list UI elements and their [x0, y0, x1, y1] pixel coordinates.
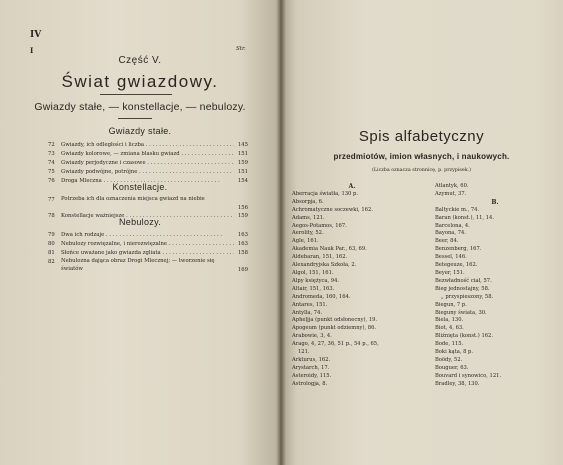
- index-subtitle: przedmiotów, imion własnych, i naukowych.: [333, 152, 510, 161]
- index-letter-heading: A.: [348, 183, 356, 190]
- index-entry: „ przyspieszony, 58.: [441, 293, 494, 300]
- toc-entry-page: 163: [237, 232, 248, 238]
- index-entry: Bieg jednostajny, 58.: [435, 285, 490, 292]
- index-entry: Bode, 115.: [435, 341, 464, 348]
- index-entry: Azymut, 37.: [435, 190, 467, 197]
- index-entry: Baltyckie m., 74.: [435, 206, 480, 213]
- index-entry: Aldebaran, 151, 162.: [292, 254, 348, 261]
- index-entry: Arystarch, 17.: [292, 364, 330, 371]
- index-entry: Betegeuze, 162.: [435, 262, 478, 269]
- index-entry: Astrologja, 8.: [292, 380, 328, 387]
- index-entry: Bieguny świata, 30.: [435, 309, 487, 316]
- toc-entry-title: Gwiazdy kolorowe, — zmiana blasku gwiazd . . .: [61, 150, 234, 159]
- index-entry: Achromatyczne soczewki, 162.: [292, 206, 373, 213]
- left-page: [0, 0, 280, 465]
- book-gutter: [276, 0, 286, 465]
- toc-entry-title: Nebulozna dająca obraz Drogi Mlecznej; — tworzenie się światów: [61, 258, 215, 272]
- toc-entry-title: Gwiazdy, ich odległości i liczba . . .: [61, 141, 234, 150]
- toc-entry: [48, 196, 248, 212]
- index-entry: Alexandryjska Szkoła, 2.: [292, 262, 357, 269]
- toc-entry-number: 77: [48, 197, 55, 203]
- toc-entry-title: Słońce uważane jako gwiazda zgliata . . .: [61, 249, 234, 258]
- toc-entry-number: 72: [48, 142, 55, 148]
- index-entry: Boki kąta, 8 p.: [435, 349, 474, 356]
- toc-entry-title: Droga Mleczna . . .: [61, 177, 234, 186]
- toc-entry-number: 75: [48, 169, 55, 175]
- index-entry: Biela, 130.: [435, 317, 464, 324]
- index-entry: Bouvard i synowico, 121.: [435, 372, 502, 379]
- index-entry: Bessel, 146.: [435, 254, 467, 261]
- toc-entry-page: 159: [237, 160, 248, 166]
- toc-entry-title: Dwa ich rodzaje . . .: [61, 231, 234, 240]
- index-entry: Adams, 121.: [292, 214, 325, 221]
- toc-entry-number: 80: [48, 241, 55, 247]
- index-entry: Alpy księżyca, 94.: [292, 277, 340, 284]
- index-note: (Liczba oznacza stronnicę, p. przypisek.): [371, 168, 471, 173]
- index-entry: Aerolity, 52.: [292, 230, 324, 237]
- index-entry: Bradley, 38, 130.: [435, 380, 480, 387]
- index-entry: Absorpja, 6.: [292, 198, 324, 205]
- index-entry: Apogeum (punkt odziemny), 86.: [292, 325, 377, 332]
- part-subtitle: Gwiazdy stałe, — konstellacje, — nebulozy.: [34, 101, 246, 113]
- toc-entry: [48, 159, 248, 168]
- toc-entry-title: Nebulozy rozwięzalne, i nierozwięzalne . . .: [61, 240, 234, 249]
- index-entry: Apheljja (punkt odsłonecny), 19.: [292, 317, 378, 324]
- index-entry: Algol, 151, 161.: [292, 269, 334, 276]
- toc-entry: [48, 240, 248, 249]
- toc-entry-page: 169: [237, 267, 248, 273]
- index-letter-heading: B.: [491, 198, 499, 206]
- index-entry: Bouguer, 63.: [435, 364, 469, 371]
- toc-list: [48, 141, 248, 186]
- toc-entry-title: Konstellacje ważniejsze . . .: [61, 212, 234, 221]
- toc-entry: [48, 141, 248, 150]
- index-entry: Andromeda, 160, 164.: [292, 293, 351, 300]
- index-entry: Antylla, 74.: [292, 309, 323, 316]
- index-entry: Biegun, 7 p.: [435, 301, 467, 308]
- column-label-right: Str.: [236, 46, 246, 52]
- index-entry: Arkturus, 162.: [292, 356, 331, 363]
- index-entry: Atlantyk, 60.: [435, 183, 469, 189]
- index-entry: Arago, 4, 27, 36, 51 p., 54 p., 65,: [292, 341, 379, 348]
- toc-entry-number: 74: [48, 160, 55, 166]
- index-entry: Aegos-Potamos, 167.: [292, 222, 347, 229]
- toc-entry-title: Gwiazdy podwójne, potrójne . . .: [61, 168, 234, 177]
- divider: [100, 94, 172, 95]
- toc-entry-number: 73: [48, 151, 55, 157]
- index-entry: Biot, 4, 63.: [435, 325, 464, 332]
- index-column-right: [435, 183, 555, 389]
- index-entry: Beyer, 151.: [435, 269, 465, 276]
- toc-entry-title: Potrzeba ich dla oznaczenia miejsca gwiazd na niebie: [61, 196, 205, 202]
- toc-entry: [48, 168, 248, 177]
- toc-entry: [48, 231, 248, 240]
- toc-entry-page: 163: [237, 241, 248, 247]
- toc-entry-number: 82: [48, 259, 55, 265]
- toc-entry-page: 154: [237, 178, 248, 184]
- right-page: [280, 0, 563, 465]
- index-entry: Altair, 151, 163.: [292, 285, 335, 292]
- toc-entry-title: Gwiazdy perjodyczne i czasowe . . .: [61, 159, 234, 168]
- section-heading: Nebulozy.: [118, 217, 162, 227]
- index-entry: Bayona, 74.: [435, 230, 466, 237]
- toc-entry: [48, 258, 248, 274]
- divider: [118, 118, 152, 119]
- part-title: Świat gwiazdowy.: [61, 72, 219, 91]
- index-entry: Aberracja światła, 130 p.: [292, 190, 358, 197]
- index-entry: Arabowie, 3, 4.: [292, 333, 332, 340]
- index-entry: Bliźnięta (konst.) 162.: [435, 333, 494, 340]
- toc-entry: [48, 249, 248, 258]
- toc-entry-page: 158: [237, 250, 248, 256]
- index-entry: Baran (konst.), 11, 14.: [435, 214, 494, 221]
- index-entry: Beer, 84.: [435, 238, 459, 245]
- section-heading: Konstellacje.: [112, 182, 168, 192]
- index-entry: 121.: [298, 349, 310, 356]
- index-entry: Bezwładność ciał, 57.: [435, 277, 492, 284]
- toc-entry-number: 79: [48, 232, 55, 238]
- index-entry: Barcelona, 4.: [435, 222, 470, 229]
- column-label-left: I: [30, 46, 34, 55]
- toc-entry-page: 156: [237, 205, 248, 211]
- index-entry: Akademia Nauk Par., 63, 69.: [292, 246, 367, 253]
- toc-entry-page: 151: [237, 151, 248, 157]
- index-entry: Boödy, 52.: [435, 356, 463, 363]
- toc-entry-number: 81: [48, 250, 55, 256]
- toc-list: [48, 231, 248, 274]
- page-number: IV: [30, 30, 42, 40]
- index-column-left: [292, 183, 412, 389]
- toc-entry-page: 145: [237, 142, 248, 148]
- toc-entry-number: 78: [48, 213, 55, 219]
- toc-entry-page: 159: [237, 213, 248, 219]
- index-entry: Antares, 151.: [292, 301, 328, 308]
- section-heading: Gwiazdy stałe.: [108, 126, 172, 136]
- part-label: Część V.: [118, 55, 162, 66]
- index-entry: Agle, 161.: [292, 238, 319, 245]
- index-entry: Benzenberg, 167.: [435, 246, 482, 253]
- toc-entry-page: 151: [237, 169, 248, 175]
- index-title: Spis alfabetyczny: [358, 128, 485, 145]
- toc-entry: [48, 150, 248, 159]
- toc-entry-number: 76: [48, 178, 55, 184]
- index-entry: Asteroidy, 115.: [292, 372, 332, 379]
